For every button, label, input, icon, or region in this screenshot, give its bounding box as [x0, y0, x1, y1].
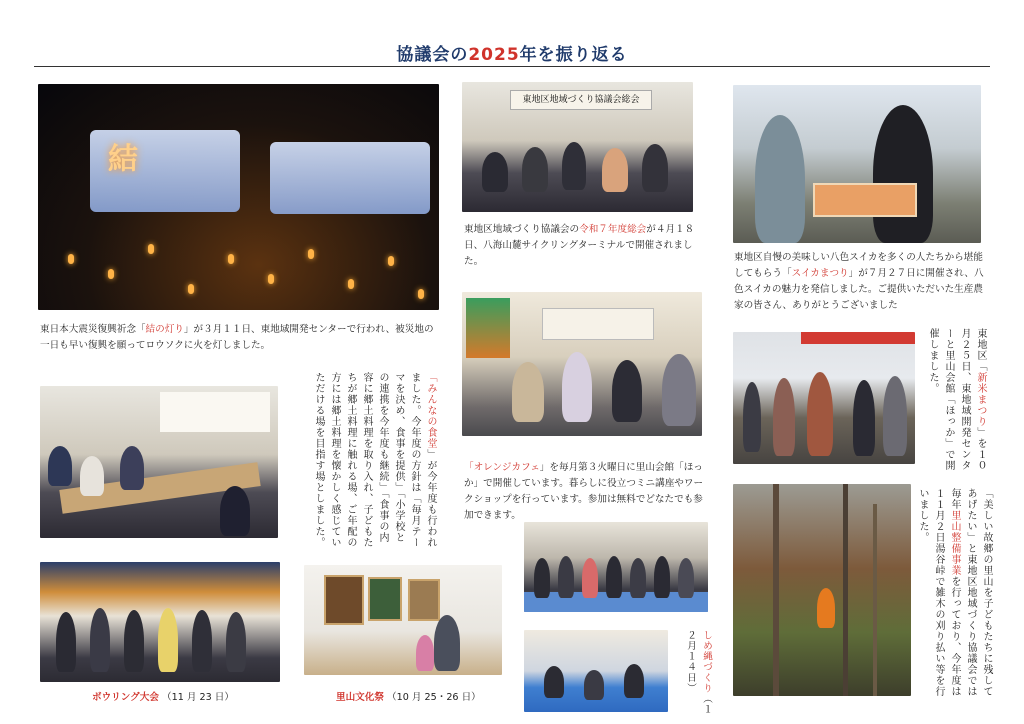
- highlight-satoyama-seibi: 里山整備事業: [949, 510, 960, 576]
- title-suffix: 年を振り返る: [519, 45, 628, 65]
- highlight-general-assembly: 令和７年度総会: [579, 224, 647, 235]
- highlight-shimenawa: しめ縄づくり: [701, 630, 712, 694]
- title-year: 2025: [468, 45, 520, 65]
- watermelon-tray: [813, 183, 917, 217]
- label-shimenawa: しめ縄づくり（１２月１４日）: [685, 630, 712, 715]
- yui-character: 結: [108, 142, 138, 177]
- photo-minna-no-shokudo: [40, 386, 278, 538]
- label-bowling: ボウリング大会 （11 月 23 日）: [92, 692, 234, 703]
- page-title: [0, 40, 1024, 65]
- caption-minna-no-shokudo: 「みんなの食堂」が今年度も行われました。今年度の方針は「毎月テーマを決め、食事を提供」「小学校との連携を今年度も継続」「食事の内容に郷土料理を取り入れ、子どもたちが郷土料理に触れる場、ご年配の方には郷土料理を懐かしく感じていただける場を目指す場としました。: [313, 372, 436, 548]
- snow-lantern-right: [270, 142, 430, 214]
- photo-yui-no-akari: [38, 84, 439, 310]
- highlight-satoyama-bunkasai: 里山文化祭: [336, 692, 384, 703]
- caption-general-assembly: 東地区地域づくり協議会の令和７年度総会が４月１８日、八海山麓サイクリングターミナルで開催されました。: [464, 224, 695, 267]
- caption-shinmai-matsuri: 東地区「新米まつり」を１０月２５日、東地域開発センターと里山会館「ほっか」で開催しました。: [927, 328, 986, 471]
- highlight-minna-no-shokudo: みんなの食堂: [425, 383, 436, 449]
- caption-orange-cafe: 「オレンジカフェ」を毎月第３火曜日に里山会館「ほっか」で開催しています。暮らしに役立つミニ講座やワークショップを行っています。参加は無料でどなたでも参加できます。: [464, 462, 704, 521]
- photo-group: [524, 522, 708, 612]
- photo-bowling: [40, 562, 280, 682]
- photo-general-assembly: [462, 82, 693, 212]
- wall-photos: [542, 308, 654, 340]
- caption-suika-matsuri: 東地区自慢の美味しい八色スイカを多くの人たちから堪能してもらう「スイカまつり」が７月２７日に開催され、八色スイカの魅力を発信しました。ご提供いただいた生産農家の皆さん、ありがとうございました: [734, 252, 984, 311]
- wall-poster: [466, 298, 510, 358]
- photo-satoyama-bunkasai: [304, 565, 502, 675]
- highlight-bowling: ボウリング大会: [92, 692, 159, 703]
- caption-yui-no-akari: 東日本大震災復興祈念「結の灯り」が３月１１日、東地域開発センターで行われ、被災地の一日も早い復興を願ってロウソクに火を灯しました。: [40, 324, 434, 351]
- photo-satoyama-seibi: [733, 484, 911, 696]
- assembly-banner: 東地区地域づくり協議会総会: [510, 90, 652, 110]
- highlight-yui-no-akari: 結の灯り: [145, 324, 184, 335]
- calligraphy-banner: [160, 392, 270, 432]
- photo-shinmai-matsuri: [733, 332, 915, 464]
- caption-satoyama-seibi: 「美しい故郷の里山を子どもたちに残してあげたい」と東地区地域づくり協議会では毎年里山整備事業を行っており、今年度は１１月２日湯谷峠で雑木の刈り払い等を行いました。: [917, 488, 992, 697]
- photo-shimenawa: [524, 630, 668, 712]
- photo-orange-cafe: [462, 292, 702, 436]
- title-rule: [34, 66, 990, 67]
- highlight-shinmai-matsuri: 新米まつり: [975, 372, 986, 427]
- tent-canopy: [801, 332, 915, 344]
- highlight-orange-cafe: オレンジカフェ: [473, 462, 540, 473]
- label-satoyama-bunkasai: 里山文化祭 （10 月 25・26 日）: [336, 692, 481, 703]
- highlight-suika-matsuri: スイカまつり: [791, 268, 849, 279]
- photo-suika-matsuri: [733, 85, 981, 243]
- title-prefix: 協議会の: [396, 45, 469, 65]
